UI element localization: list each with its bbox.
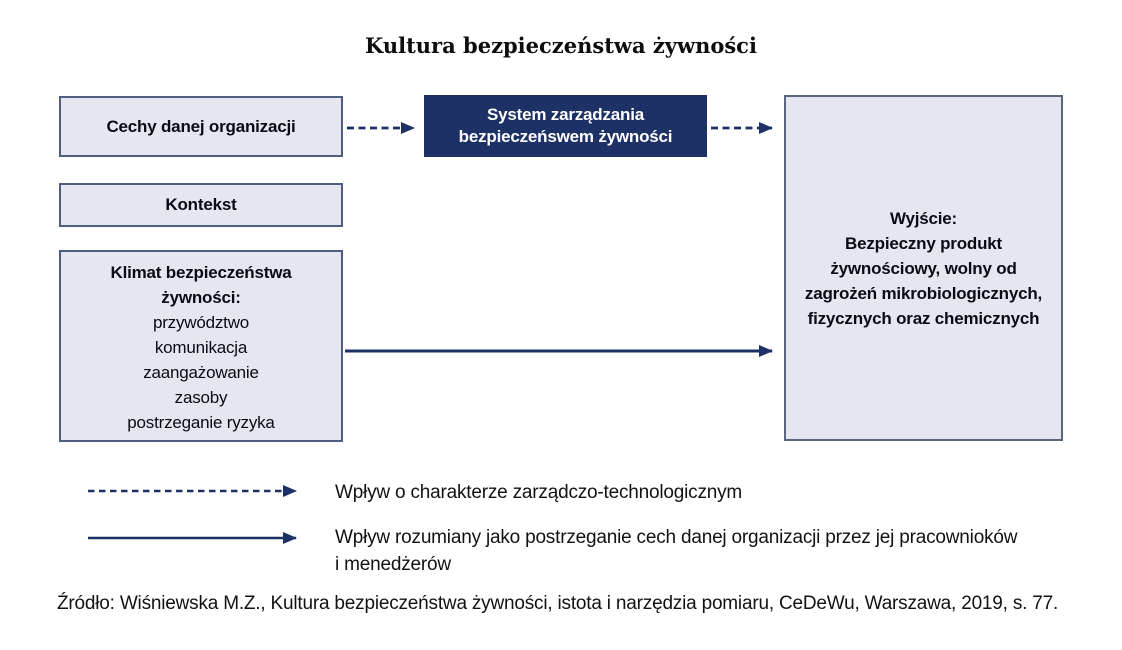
legend-solid-text-line: Wpływ rozumiany jako postrzeganie cech danej organizacji przez jej pracownioków [335,527,1018,548]
box-context-label: Kontekst [165,195,237,214]
box-output-line: żywnościowy, wolny od [830,258,1017,278]
climate-item: zasoby [174,388,228,407]
climate-item: postrzeganie ryzyka [127,413,275,432]
climate-item: zaangażowanie [143,363,259,382]
legend-solid-text-line: i menedżerów [335,554,451,575]
box-output-line: fizycznych oraz chemicznych [807,308,1040,328]
box-organization-label: Cechy danej organizacji [106,116,296,136]
box-output-line: zagrożeń mikrobiologicznych, [804,283,1043,303]
box-output-line: Wyjście: [889,208,958,228]
box-management-system-label: System zarządzania bezpieczeńswem żywności [458,105,673,146]
box-management-system [424,95,707,157]
legend-dashed-text: Wpływ o charakterze zarządczo-technologicznym [335,482,743,503]
climate-item: przywództwo [152,313,250,332]
box-organization [59,96,343,157]
box-climate-heading: Klimat bezpieczeństwa żywności: [110,263,292,307]
box-climate [59,250,343,442]
box-output [784,95,1063,441]
box-context [59,183,343,227]
legend-solid-text [335,524,1035,578]
box-output-line: Bezpieczny produkt [845,233,1002,253]
page-title: Kultura bezpieczeństwa żywności [365,33,757,58]
climate-item: komunikacja [154,338,248,357]
source-citation: Źródło: Wiśniewska M.Z., Kultura bezpieczeństwa żywności, istota i narzędzia pomiaru, CeDeWu, Warszawa, 2019, s. 77. [57,593,1059,614]
